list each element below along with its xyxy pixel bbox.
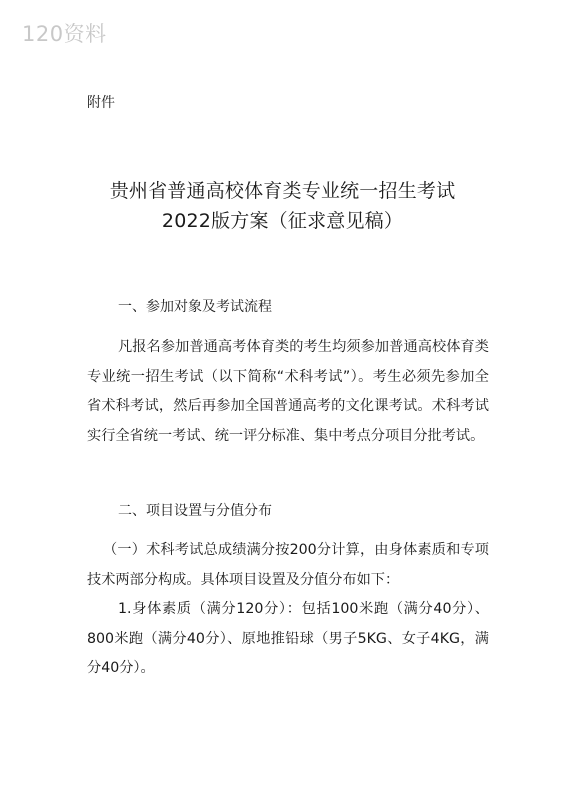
- watermark: 120资料: [22, 22, 107, 46]
- section-2-body: [87, 536, 489, 684]
- section-2-paragraph-2: 1.身体素质（满分120分）：包括100米跑（满分40分）、800米跑（满分40分）、原地推铅球（男子5KG、女子4KG，满分40分）。: [87, 601, 489, 676]
- section-1-body: [87, 333, 489, 451]
- section-2-heading: 二、项目设置与分值分布: [118, 503, 272, 519]
- section-1-heading: 一、参加对象及考试流程: [118, 299, 272, 315]
- section-1-paragraph: 凡报名参加普通高考体育类的考生均须参加普通高校体育类专业统一招生考试（以下简称“术科考试”）。考生必须先参加全省术科考试，然后再参加全国普通高考的文化课考试。术科考试实行全省统一考试、统一评分标准、集中考点分项目分批考试。: [87, 339, 489, 444]
- section-2-paragraph-1: （一）术科考试总成绩满分按200分计算，由身体素质和专项技术两部分构成。具体项目设置及分值分布如下：: [87, 542, 489, 588]
- document-title-line-1: 贵州省普通高校体育类专业统一招生考试: [109, 180, 456, 202]
- document-title-line-2: 2022版方案（征求意见稿）: [161, 210, 404, 232]
- attachment-label: 附件: [87, 95, 115, 111]
